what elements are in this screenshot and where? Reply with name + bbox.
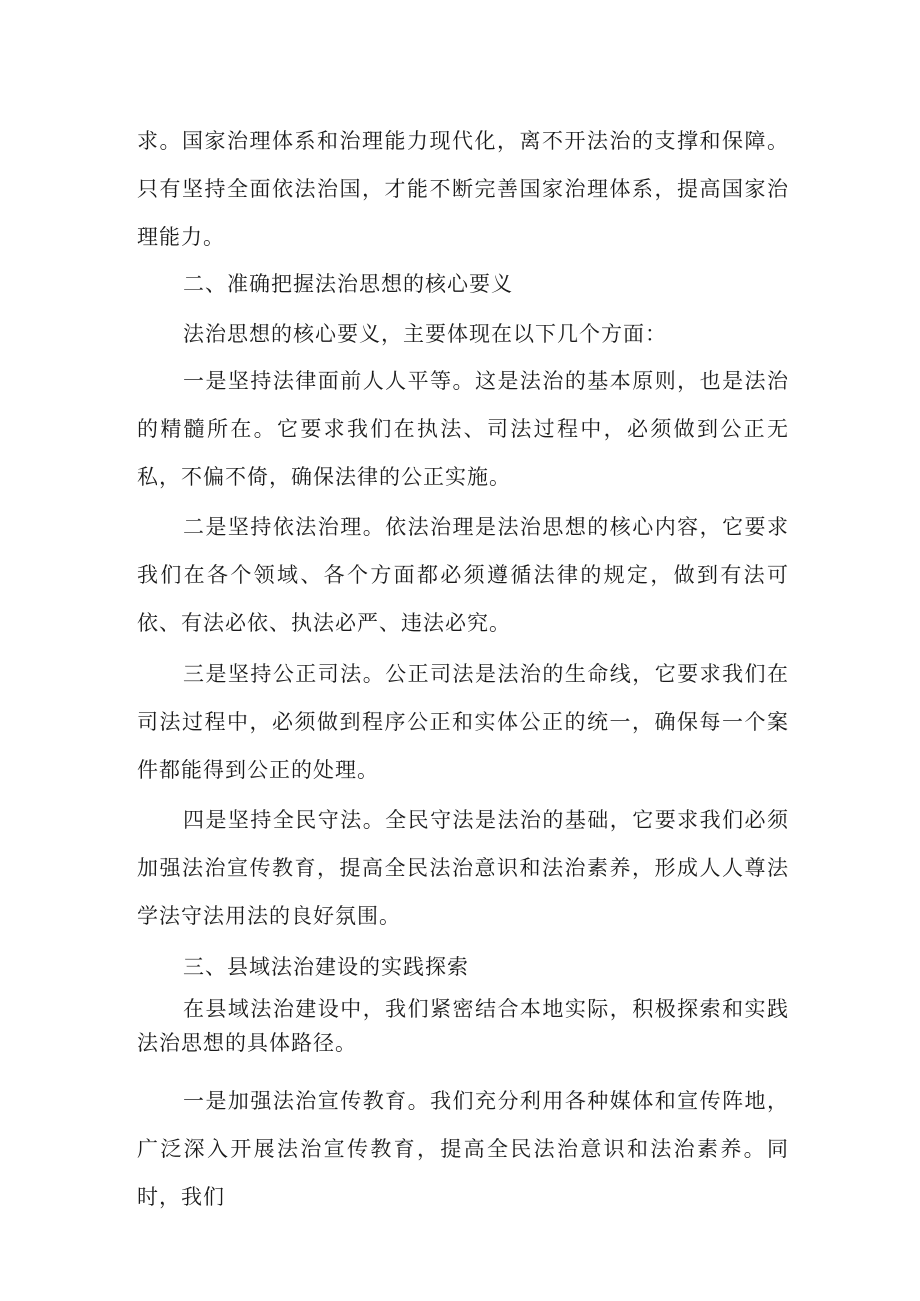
section-heading-core-meaning: 二、准确把握法治思想的核心要义	[183, 272, 513, 296]
paragraph-rule-by-law: 二是坚持依法治理。依法治理是法治思想的核心内容，它要求我们在各个领域、各个方面都必须遵循法律的规定，做到有法可依、有法必依、执法必严、违法必究。	[137, 515, 789, 635]
paragraph-legal-education: 一是加强法治宣传教育。我们充分利用各种媒体和宣传阵地，广泛深入开展法治宣传教育，提高全民法治意识和法治素养。同时，我们	[137, 1089, 789, 1209]
paragraph-county-practice-intro: 在县域法治建设中，我们紧密结合本地实际，积极探索和实践法治思想的具体路径。	[137, 997, 789, 1055]
paragraph-fair-justice: 三是坚持公正司法。公正司法是法治的生命线，它要求我们在司法过程中，必须做到程序公正和实体公正的统一，确保每一个案件都能得到公正的处理。	[137, 662, 789, 782]
paragraph-core-meaning-intro: 法治思想的核心要义，主要体现在以下几个方面：	[183, 322, 667, 346]
section-heading-county-practice: 三、县域法治建设的实践探索	[183, 955, 469, 979]
paragraph-equality-before-law: 一是坚持法律面前人人平等。这是法治的基本原则，也是法治的精髓所在。它要求我们在执法、司法过程中，必须做到公正无私，不偏不倚，确保法律的公正实施。	[137, 369, 789, 489]
paragraph-law-abiding-citizens: 四是坚持全民守法。全民守法是法治的基础，它要求我们必须加强法治宣传教育，提高全民法治意识和法治素养，形成人人尊法学法守法用法的良好氛围。	[137, 808, 789, 928]
paragraph-national-governance: 求。国家治理体系和治理能力现代化，离不开法治的支撑和保障。只有坚持全面依法治国，才能不断完善国家治理体系，提高国家治理能力。	[137, 129, 789, 249]
